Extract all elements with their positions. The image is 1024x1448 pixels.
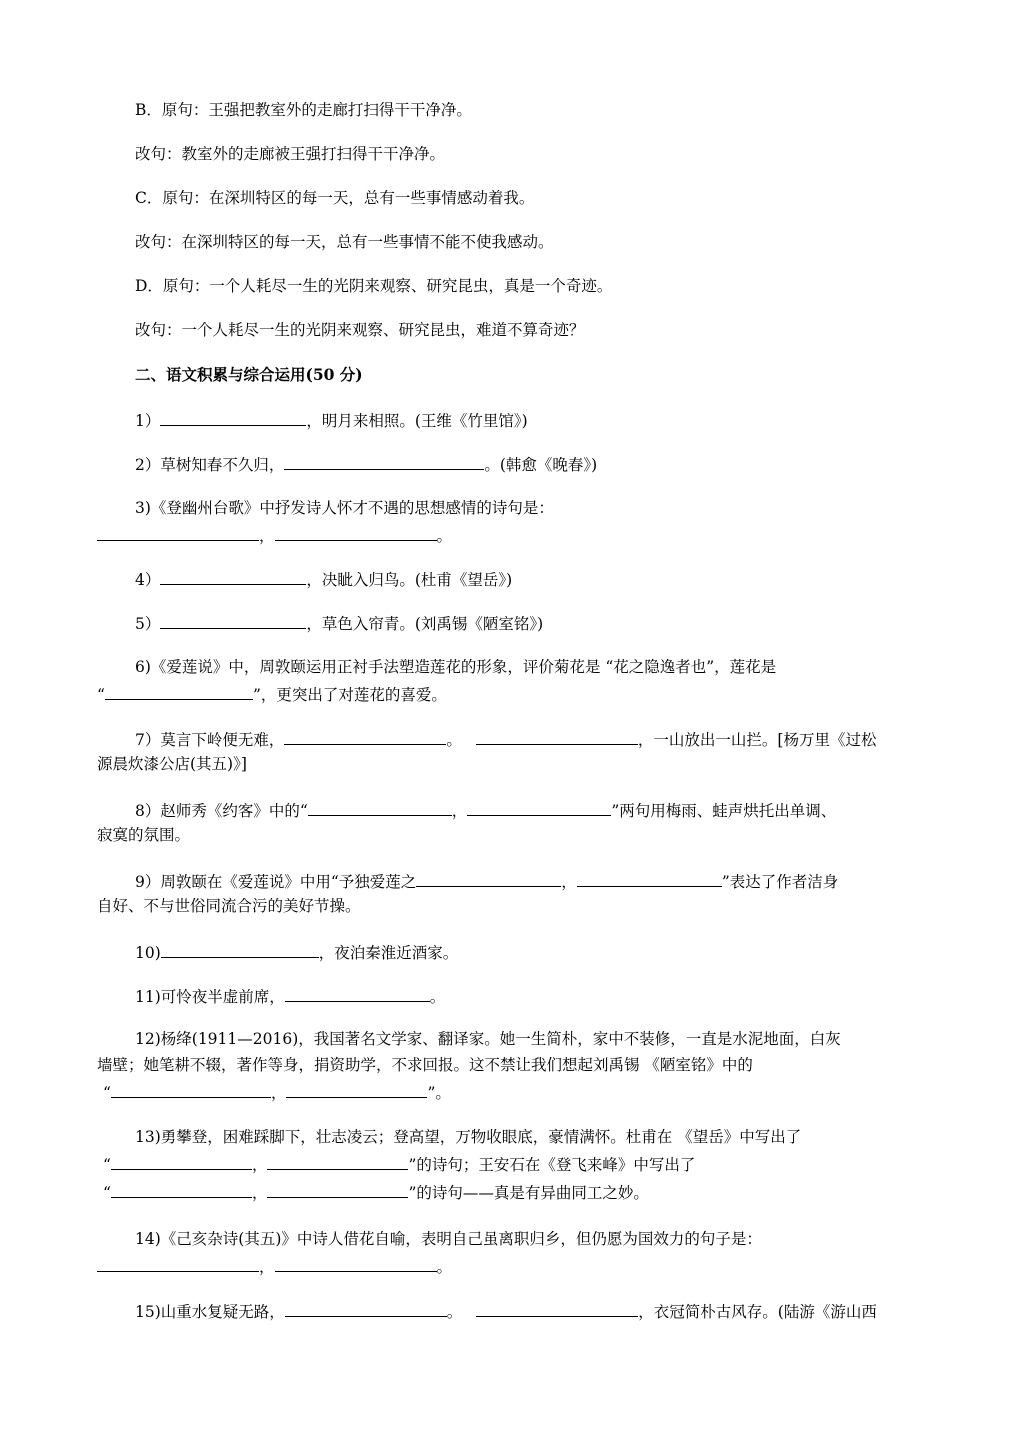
section-heading: 二、语文积累与综合运用(50 分): [135, 365, 363, 384]
question-5: 5） ，草色入帘青。(刘禹锡《陋室铭》): [135, 611, 543, 633]
answer-blank[interactable]: [285, 984, 430, 1002]
option-c-original: C．原句：在深圳特区的每一天，总有一些事情感动着我。: [135, 189, 535, 207]
answer-blank[interactable]: [111, 1080, 271, 1098]
answer-blank[interactable]: [160, 408, 306, 426]
question-3-prompt: 3)《登幽州台歌》中抒发诗人怀才不遇的思想感情的诗句是：: [135, 499, 554, 517]
answer-blank[interactable]: [285, 1299, 447, 1317]
question-4: 4） ，决眦入归鸟。(杜甫《望岳》): [135, 567, 512, 589]
option-c-revised: 改句：在深圳特区的每一天，总有一些事情不能不使我感动。: [135, 233, 554, 251]
answer-blank[interactable]: [275, 1254, 437, 1272]
answer-blank[interactable]: [286, 1080, 427, 1098]
option-d-original: D．原句：一个人耗尽一生的光阴来观察、研究昆虫，真是一个奇迹。: [135, 277, 613, 295]
question-7-line-2: 源晨炊漆公店(其五)》]: [97, 755, 247, 773]
question-6-line-1: 6)《爱莲说》中，周敦颐运用正衬手法塑造莲花的形象，评价菊花是 “花之隐逸者也”，莲花是: [135, 658, 777, 676]
answer-blank[interactable]: [97, 1254, 259, 1272]
answer-blank[interactable]: [160, 611, 306, 629]
answer-blank[interactable]: [275, 523, 437, 541]
answer-blank[interactable]: [467, 798, 611, 816]
question-8-line-2: 寂寞的氛围。: [97, 826, 191, 844]
answer-blank[interactable]: [284, 727, 446, 745]
question-13-line-2: “ ， ”的诗句；王安石在《登飞来峰》中写出了: [103, 1152, 695, 1174]
answer-blank[interactable]: [111, 1152, 252, 1170]
answer-blank[interactable]: [161, 940, 319, 958]
answer-blank[interactable]: [111, 1180, 252, 1198]
question-3-answer-line: ， 。: [97, 523, 452, 545]
option-d-revised: 改句：一个人耗尽一生的光阴来观察、研究昆虫，难道不算奇迹？: [135, 321, 585, 339]
answer-blank[interactable]: [476, 727, 638, 745]
question-6-line-2: “ ”，更突出了对莲花的喜爱。: [97, 682, 447, 704]
question-14-answer-line: ， 。: [97, 1254, 452, 1276]
question-2: 2）草树知春不久归， 。(韩愈《晚春》): [135, 452, 597, 474]
question-14-prompt: 14)《己亥杂诗(其五)》中诗人借花自喻，表明自己虽离职归乡，但仍愿为国效力的句子是：: [135, 1230, 762, 1248]
question-12-line-3: “ ， ”。: [103, 1080, 451, 1102]
answer-blank[interactable]: [308, 798, 452, 816]
question-9-line-1: 9）周敦颐在《爱莲说》中用“予独爱莲之 ， ”表达了作者洁身: [135, 869, 838, 891]
question-9-line-2: 自好、不与世俗同流合污的美好节操。: [97, 897, 361, 915]
option-b-revised: 改句：教室外的走廊被王强打扫得干干净净。: [135, 145, 446, 163]
answer-blank[interactable]: [97, 523, 259, 541]
question-15: 15)山重水复疑无路， 。 ，衣冠简朴古风存。(陆游《游山西: [135, 1299, 877, 1321]
answer-blank[interactable]: [416, 869, 561, 887]
answer-blank[interactable]: [577, 869, 722, 887]
question-1: 1） ，明月来相照。(王维《竹里馆》): [135, 408, 528, 430]
answer-blank[interactable]: [160, 567, 306, 585]
answer-blank[interactable]: [476, 1299, 638, 1317]
question-12-line-2: 墙壁；她笔耕不辍，著作等身，捐资助学，不求回报。这不禁让我们想起刘禹锡 《陋室铭》中的: [97, 1056, 753, 1074]
question-10: 10) ，夜泊秦淮近酒家。: [135, 940, 458, 962]
question-8-line-1: 8）赵师秀《约客》中的“ ， ”两句用梅雨、蛙声烘托出单调、: [135, 798, 836, 820]
question-12-line-1: 12)杨绛(1911—2016)，我国著名文学家、翻译家。她一生简朴，家中不装修，一直是水泥地面，白灰: [135, 1030, 841, 1048]
option-b-original: B．原句：王强把教室外的走廊打扫得干干净净。: [135, 101, 472, 119]
answer-blank[interactable]: [105, 682, 253, 700]
question-11: 11)可怜夜半虚前席， 。: [135, 984, 445, 1006]
question-13-line-1: 13)勇攀登，困难踩脚下，壮志凌云；登高望，万物收眼底，豪情满怀。杜甫在 《望岳》中写出了: [135, 1128, 802, 1146]
question-13-line-3: “ ， ”的诗句——真是有异曲同工之妙。: [103, 1180, 649, 1202]
answer-blank[interactable]: [267, 1152, 408, 1170]
answer-blank[interactable]: [284, 452, 484, 470]
answer-blank[interactable]: [267, 1180, 408, 1198]
question-7-line-1: 7）莫言下岭便无难， 。 ，一山放出一山拦。[杨万里《过松: [135, 727, 876, 749]
